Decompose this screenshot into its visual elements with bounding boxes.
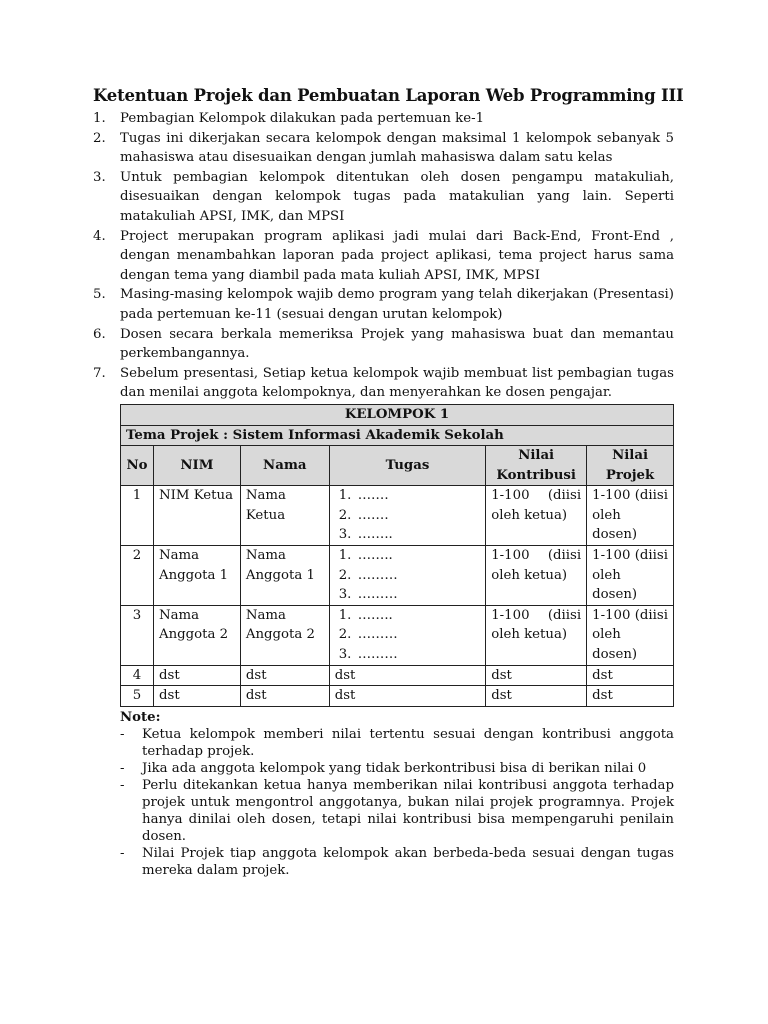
item-number: 5. bbox=[93, 287, 106, 303]
note-item bbox=[120, 845, 674, 879]
cell-nama: Nama Ketua bbox=[240, 486, 329, 546]
note-item bbox=[120, 726, 674, 760]
cell-kontribusi: dst bbox=[486, 686, 587, 707]
task-text: ……… bbox=[357, 627, 398, 643]
table-header-row bbox=[121, 446, 674, 486]
cell-projek: 1-100 (diisi oleh dosen) bbox=[587, 546, 674, 606]
cell-no: 4 bbox=[121, 665, 154, 686]
cell-kontribusi: 1-100 (diisi oleh ketua) bbox=[486, 486, 587, 546]
item-text: Untuk pembagian kelompok ditentukan oleh dosen pengampu matakuliah, disesuaikan dengan kelompok tugas pada matakulian yang lain. Seperti matakuliah APSI, IMK, dan MPSI bbox=[120, 169, 674, 224]
table-row bbox=[121, 686, 674, 707]
list-item bbox=[93, 285, 674, 324]
item-text: Project merupakan program aplikasi jadi mulai dari Back-End, Front-End , dengan menambahkan laporan pada project aplikasi, tema project harus sama dengan tema yang diambil pada mata kuliah APSI, IMK, MPSI bbox=[120, 228, 674, 283]
item-number: 2. bbox=[93, 130, 106, 146]
task-number: 2. bbox=[338, 567, 352, 583]
cell-nama: Nama Anggota 2 bbox=[240, 605, 329, 665]
project-theme: Tema Projek : Sistem Informasi Akademik Sekolah bbox=[121, 425, 674, 446]
cell-projek: 1-100 (diisi oleh dosen) bbox=[587, 486, 674, 546]
list-item bbox=[93, 129, 674, 168]
cell-kontribusi: 1-100 (diisi oleh ketua) bbox=[486, 546, 587, 606]
page-title: Ketentuan Projek dan Pembuatan Laporan Web Programming III bbox=[93, 86, 684, 105]
cell-no: 3 bbox=[121, 605, 154, 665]
cell-no: 5 bbox=[121, 686, 154, 707]
note-text: Nilai Projek tiap anggota kelompok akan berbeda-beda sesuai dengan tugas mereka dalam projek. bbox=[142, 845, 674, 878]
task-number: 1. bbox=[338, 548, 352, 564]
cell-tugas bbox=[329, 486, 485, 546]
col-header-nim: NIM bbox=[153, 446, 240, 486]
table-row bbox=[121, 605, 674, 665]
note-item bbox=[120, 777, 674, 845]
cell-no: 2 bbox=[121, 546, 154, 606]
cell-nim: Nama Anggota 2 bbox=[153, 605, 240, 665]
note-bullet: - bbox=[120, 726, 125, 742]
note-bullet: - bbox=[120, 845, 125, 861]
cell-kontribusi: 1-100 (diisi oleh ketua) bbox=[486, 605, 587, 665]
cell-projek: 1-100 (diisi oleh dosen) bbox=[587, 605, 674, 665]
cell-tugas bbox=[329, 546, 485, 606]
task-number: 3. bbox=[338, 587, 352, 603]
task-number: 3. bbox=[338, 647, 352, 663]
item-text: Tugas ini dikerjakan secara kelompok dengan maksimal 1 kelompok sebanyak 5 mahasiswa atau disesuaikan dengan jumlah mahasiswa dalam satu kelas bbox=[120, 130, 674, 166]
cell-nim: dst bbox=[153, 686, 240, 707]
cell-nama: dst bbox=[240, 686, 329, 707]
table-row bbox=[121, 665, 674, 686]
item-number: 1. bbox=[93, 111, 106, 126]
item-number: 3. bbox=[93, 169, 106, 185]
rules-list bbox=[93, 109, 674, 403]
task-number: 1. bbox=[338, 607, 352, 623]
task-text: ……… bbox=[357, 567, 398, 583]
list-item bbox=[93, 109, 674, 129]
task-text: ……… bbox=[357, 587, 398, 603]
note-bullet: - bbox=[120, 760, 125, 776]
cell-no: 1 bbox=[121, 486, 154, 546]
col-header-kontribusi: Nilai Kontribusi bbox=[486, 446, 587, 486]
table-row bbox=[121, 546, 674, 606]
cell-nama: dst bbox=[240, 665, 329, 686]
list-item bbox=[93, 227, 674, 286]
cell-kontribusi: dst bbox=[486, 665, 587, 686]
task-text: …….. bbox=[357, 548, 393, 564]
item-number: 4. bbox=[93, 228, 106, 244]
task-text: …….. bbox=[357, 607, 393, 623]
item-number: 6. bbox=[93, 326, 106, 342]
item-number: 7. bbox=[93, 365, 106, 381]
note-text: Ketua kelompok memberi nilai tertentu sesuai dengan kontribusi anggota terhadap projek. bbox=[142, 726, 674, 759]
note-item bbox=[120, 760, 674, 777]
note-section bbox=[120, 709, 674, 879]
group-table bbox=[120, 404, 674, 707]
note-text: Jika ada anggota kelompok yang tidak berkontribusi bisa di berikan nilai 0 bbox=[142, 760, 647, 776]
table-row bbox=[121, 486, 674, 546]
cell-nim: NIM Ketua bbox=[153, 486, 240, 546]
cell-tugas bbox=[329, 605, 485, 665]
cell-tugas: dst bbox=[329, 665, 485, 686]
task-text: ……… bbox=[357, 647, 398, 663]
cell-projek: dst bbox=[587, 686, 674, 707]
list-item bbox=[93, 325, 674, 364]
col-header-no: No bbox=[121, 446, 154, 486]
cell-tugas: dst bbox=[329, 686, 485, 707]
task-text: …….. bbox=[357, 527, 393, 543]
table-title: KELOMPOK 1 bbox=[121, 404, 674, 425]
item-text: Pembagian Kelompok dilakukan pada pertemuan ke-1 bbox=[120, 111, 485, 126]
task-number: 2. bbox=[338, 507, 352, 523]
cell-projek: dst bbox=[587, 665, 674, 686]
item-text: Sebelum presentasi, Setiap ketua kelompok wajib membuat list pembagian tugas dan menilai anggota kelompoknya, dan menyerahkan ke dosen pengajar. bbox=[120, 365, 674, 401]
col-header-tugas: Tugas bbox=[329, 446, 485, 486]
item-text: Dosen secara berkala memeriksa Projek yang mahasiswa buat dan memantau perkembangannya. bbox=[120, 326, 674, 362]
note-bullet: - bbox=[120, 777, 125, 793]
list-item bbox=[93, 168, 674, 227]
list-item bbox=[93, 364, 674, 403]
task-text: ……. bbox=[357, 507, 389, 523]
task-number: 2. bbox=[338, 627, 352, 643]
col-header-projek: Nilai Projek bbox=[587, 446, 674, 486]
note-list bbox=[120, 726, 674, 879]
col-header-nama: Nama bbox=[240, 446, 329, 486]
task-number: 3. bbox=[338, 527, 352, 543]
note-title: Note: bbox=[120, 709, 161, 725]
cell-nama: Nama Anggota 1 bbox=[240, 546, 329, 606]
task-text: ……. bbox=[357, 488, 389, 504]
cell-nim: dst bbox=[153, 665, 240, 686]
task-number: 1. bbox=[338, 488, 352, 504]
item-text: Masing-masing kelompok wajib demo program yang telah dikerjakan (Presentasi) pada pertemuan ke-11 (sesuai dengan urutan kelompok) bbox=[120, 287, 674, 322]
cell-nim: Nama Anggota 1 bbox=[153, 546, 240, 606]
note-text: Perlu ditekankan ketua hanya memberikan nilai kontribusi anggota terhadap projek untuk mengontrol anggotanya, bukan nilai projek programnya. Projek hanya dinilai oleh dosen, tetapi nilai kontribusi bisa mempengaruhi penilain dosen. bbox=[142, 777, 674, 844]
